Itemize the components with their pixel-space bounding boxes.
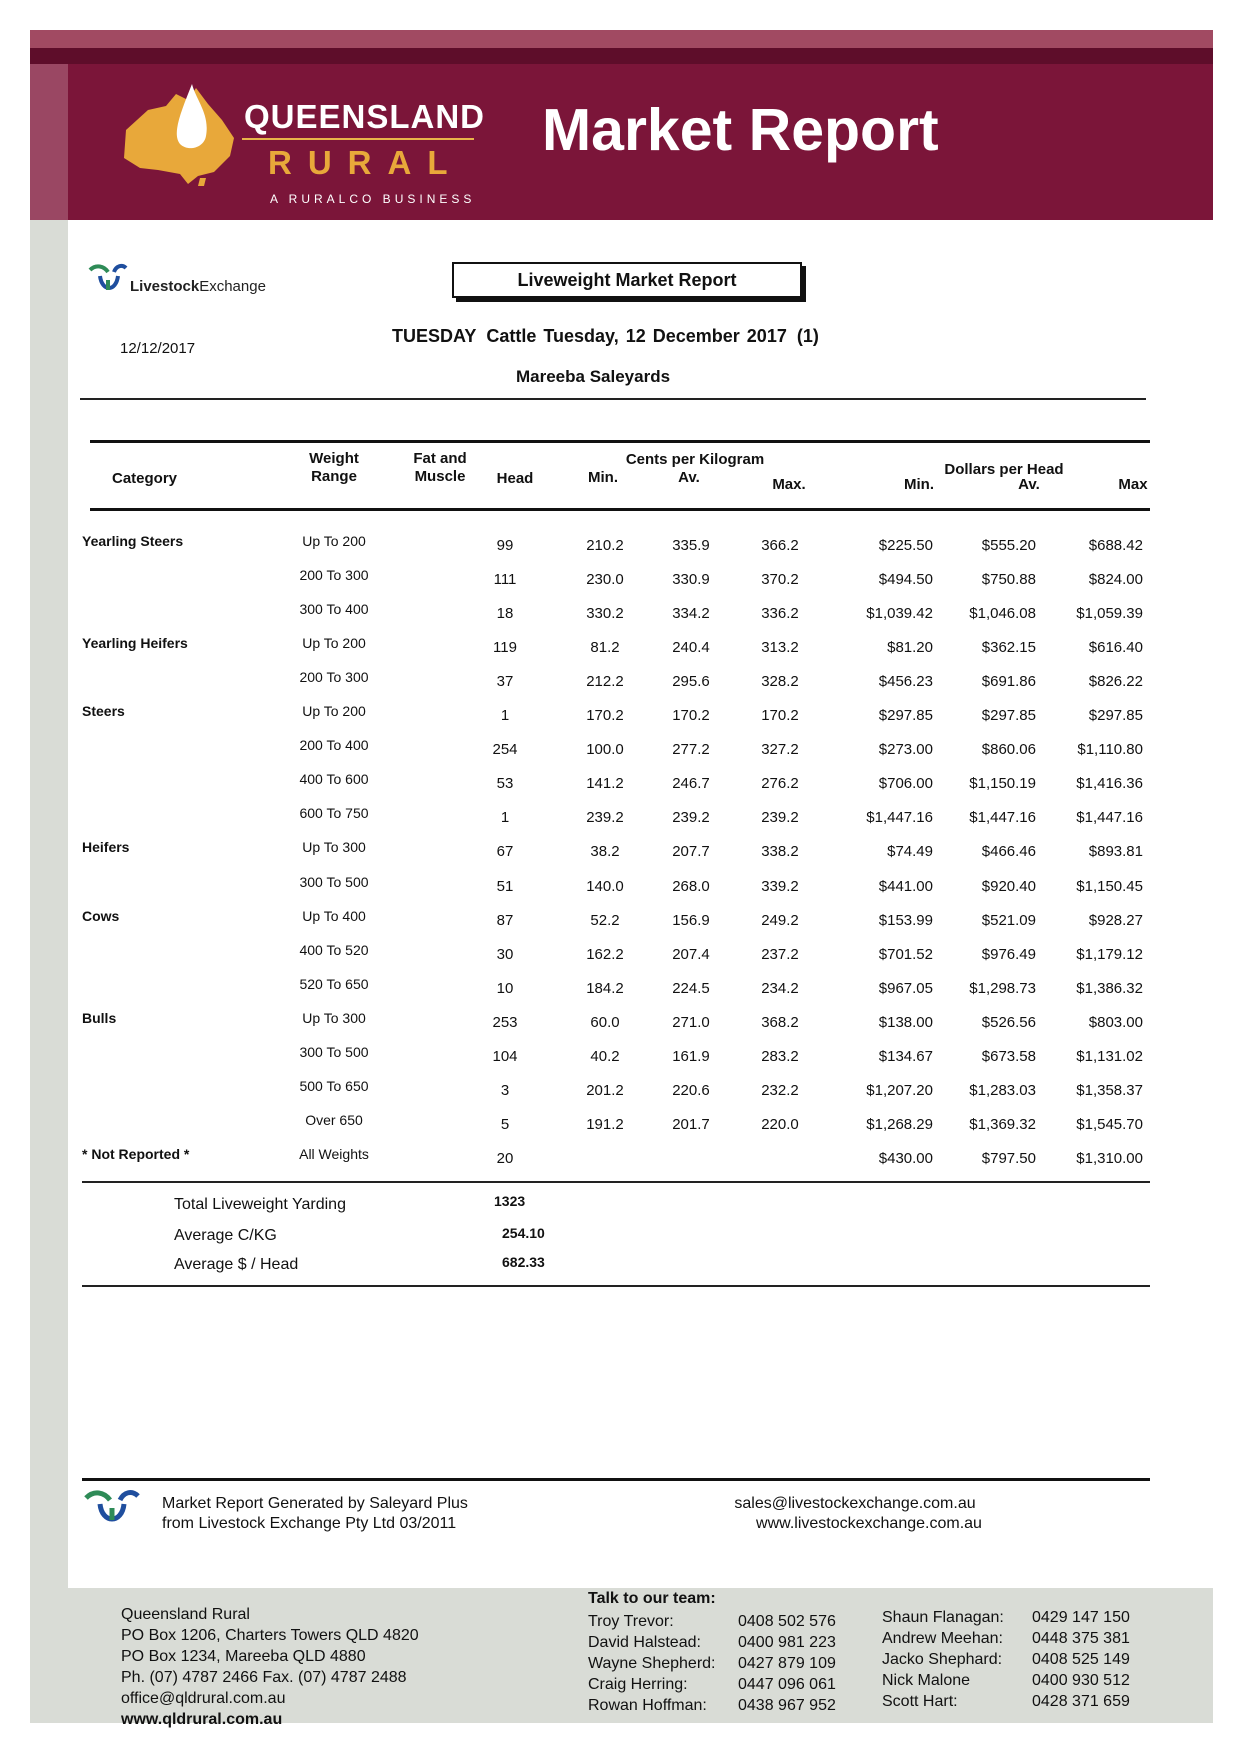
row-dollars-min: $967.05: [878, 979, 933, 997]
team-right-names: [882, 1607, 1004, 1712]
table-row: [0, 1077, 1240, 1114]
row-dollars-av: $750.88: [981, 571, 1036, 589]
row-dollars-min: $74.49: [887, 843, 933, 861]
row-dollars-max: $1,310.00: [1076, 1149, 1143, 1167]
average-head-value: 682.33: [502, 1254, 545, 1270]
row-weight-range: 200 To 300: [299, 669, 369, 686]
row-category: Yearling Steers: [82, 533, 184, 549]
row-cents-min: 191.2: [586, 1115, 624, 1133]
row-dollars-min: $273.00: [878, 741, 933, 759]
table-row: [0, 773, 1240, 807]
row-head: 10: [496, 979, 514, 997]
row-dollars-max: $1,545.70: [1076, 1115, 1143, 1133]
livestock-exchange-contact: [700, 1494, 1010, 1534]
row-dollars-min: $1,207.20: [866, 1081, 933, 1099]
row-dollars-av: $673.58: [981, 1047, 1036, 1065]
row-dollars-max: $1,179.12: [1076, 945, 1143, 963]
row-weight-range: 400 To 520: [299, 941, 369, 958]
row-dollars-max: $803.00: [1088, 1013, 1143, 1031]
team-member-phone: 0448 375 381: [1032, 1630, 1130, 1647]
table-row: [0, 739, 1240, 773]
row-category: * Not Reported *: [82, 1145, 190, 1162]
row-weight-range: 300 To 500: [299, 873, 369, 890]
row-dollars-av: $860.06: [981, 741, 1036, 759]
row-dollars-av: $1,298.73: [969, 979, 1036, 997]
page-title: Market Report: [542, 97, 939, 163]
row-cents-min: 38.2: [590, 843, 620, 861]
row-head: 87: [496, 911, 514, 929]
header-fat-line1: Fat and: [413, 450, 467, 467]
row-cents-av: 268.0: [672, 877, 710, 895]
row-cents-max: 366.2: [761, 537, 799, 554]
row-dollars-av: $297.85: [981, 707, 1036, 725]
row-head: 67: [496, 843, 514, 861]
row-cents-av: 277.2: [672, 741, 710, 759]
row-dollars-min: $494.50: [878, 571, 933, 589]
row-dollars-max: $826.22: [1088, 673, 1143, 691]
team-member-name: Craig Herring:: [588, 1676, 688, 1693]
row-cents-av: 246.7: [672, 775, 710, 793]
row-dollars-max: $1,447.16: [1076, 809, 1143, 827]
header-dollars-group: Dollars per Head: [944, 461, 1064, 478]
team-member-name: Wayne Shepherd:: [588, 1655, 716, 1672]
table-row: [0, 1009, 1240, 1046]
row-cents-min: 52.2: [590, 911, 620, 929]
table-row: [0, 873, 1240, 910]
row-cents-max: 220.0: [761, 1115, 799, 1133]
total-yarding-value: 1323: [494, 1193, 526, 1209]
generated-rule: [82, 1478, 1150, 1481]
table-row: [0, 941, 1240, 978]
table-header-top-rule: [90, 440, 1150, 443]
table-row: [0, 705, 1240, 739]
row-cents-av: 161.9: [672, 1047, 710, 1065]
row-cents-min: 141.2: [586, 775, 624, 793]
team-member-phone: 0447 096 061: [738, 1676, 836, 1693]
row-cents-min: 201.2: [586, 1081, 624, 1099]
header-category: Category: [112, 470, 178, 487]
row-category: Cows: [82, 907, 120, 924]
row-head: 119: [493, 639, 517, 657]
row-dollars-min: $1,039.42: [866, 605, 933, 623]
row-head: 1: [500, 809, 510, 827]
row-dollars-min: $153.99: [878, 911, 933, 929]
row-dollars-max: $1,358.37: [1076, 1081, 1143, 1099]
row-dollars-av: $555.20: [981, 537, 1036, 554]
row-dollars-max: $928.27: [1088, 911, 1143, 929]
team-member-name: Rowan Hoffman:: [588, 1697, 707, 1714]
row-cents-max: 232.2: [761, 1081, 799, 1099]
team-member-phone: 0400 930 512: [1032, 1672, 1130, 1689]
row-cents-av: 170.2: [672, 707, 710, 725]
team-member-name: Jacko Shephard:: [882, 1651, 1003, 1668]
header-weight-line1: Weight: [309, 450, 359, 467]
row-dollars-max: $1,416.36: [1076, 775, 1143, 793]
row-dollars-min: $441.00: [878, 877, 933, 895]
brand-top-text: QUEENSLAND: [244, 98, 486, 135]
table-row: [0, 907, 1240, 944]
row-head: 104: [492, 1047, 518, 1065]
footer-address: [121, 1604, 419, 1730]
average-ckg-label: Average C/KG: [174, 1227, 277, 1244]
header-fat-line2: Muscle: [414, 468, 466, 485]
row-cents-max: 328.2: [761, 673, 799, 691]
row-cents-min: 210.2: [586, 537, 624, 554]
row-head: 53: [496, 775, 514, 793]
header-left-stub: [30, 64, 68, 220]
average-ckg-value: 254.10: [502, 1225, 545, 1241]
row-dollars-min: $297.85: [878, 707, 933, 725]
row-dollars-max: $1,110.80: [1077, 741, 1143, 759]
report-type-box: Liveweight Market Report: [452, 262, 802, 298]
table-row: [0, 569, 1240, 603]
lx-email-link[interactable]: sales@livestockexchange.com.au: [734, 1495, 976, 1512]
team-right-phones: [1032, 1607, 1130, 1712]
row-weight-range: 520 To 650: [299, 975, 369, 992]
row-dollars-av: $362.15: [981, 639, 1036, 657]
row-dollars-max: $688.42: [1088, 537, 1143, 554]
row-weight-range: Up To 400: [302, 907, 366, 924]
table-row: [0, 975, 1240, 1012]
team-member-phone: 0400 981 223: [738, 1634, 836, 1651]
row-weight-range: 300 To 400: [299, 601, 369, 618]
row-dollars-av: $526.56: [981, 1013, 1036, 1031]
row-dollars-min: $1,447.16: [866, 809, 933, 827]
totals-top-rule: [82, 1181, 1150, 1183]
livestock-exchange-logo: [88, 262, 288, 302]
team-left-names: [588, 1611, 715, 1716]
table-row: [0, 671, 1240, 705]
row-cents-min: 212.2: [586, 673, 624, 691]
row-dollars-min: $701.52: [878, 945, 933, 963]
address-line: Queensland Rural: [121, 1606, 250, 1623]
sale-number: (1): [796, 326, 819, 346]
team-title: Talk to our team:: [588, 1590, 716, 1607]
office-email-link[interactable]: office@qldrural.com.au: [121, 1690, 286, 1707]
team-member-phone: 0408 525 149: [1032, 1651, 1130, 1668]
row-head: 253: [492, 1013, 518, 1031]
row-cents-min: 140.0: [586, 877, 624, 895]
average-head-label: Average $ / Head: [174, 1256, 299, 1273]
row-head: 254: [492, 741, 518, 759]
header-top-strip: [30, 30, 1213, 48]
row-dollars-max: $824.00: [1088, 571, 1143, 589]
row-dollars-av: $797.50: [981, 1149, 1036, 1167]
row-cents-max: 234.2: [761, 979, 799, 997]
row-dollars-max: $1,059.39: [1076, 605, 1143, 623]
row-dollars-min: $138.00: [878, 1013, 933, 1031]
sale-name: Cattle Tuesday, 12 December 2017: [486, 326, 787, 346]
header-dark-strip: [30, 48, 1213, 64]
brand-sub-text: A RURALCO BUSINESS: [270, 192, 476, 206]
row-dollars-min: $430.00: [878, 1149, 933, 1167]
table-row: [0, 807, 1240, 841]
row-weight-range: 200 To 300: [299, 567, 369, 584]
team-member-phone: 0408 502 576: [738, 1613, 836, 1630]
sale-day: TUESDAY: [392, 326, 477, 346]
divider-line: [80, 398, 1146, 400]
row-dollars-max: $1,386.32: [1076, 979, 1143, 997]
row-head: 99: [496, 537, 514, 554]
team-member-phone: 0428 371 659: [1032, 1693, 1130, 1710]
sale-description: [392, 326, 819, 347]
row-cents-av: 224.5: [672, 979, 710, 997]
row-head: 37: [496, 673, 514, 691]
row-dollars-min: $134.67: [878, 1047, 933, 1065]
header-weight-range: [292, 450, 376, 486]
row-weight-range: Over 650: [305, 1111, 363, 1128]
row-cents-av: 201.7: [672, 1115, 710, 1133]
row-weight-range: 200 To 400: [299, 737, 369, 754]
row-cents-max: 339.2: [761, 877, 799, 895]
row-dollars-av: $521.09: [981, 911, 1036, 929]
website-link[interactable]: www.qldrural.com.au: [121, 1711, 283, 1728]
header-weight-line2: Range: [311, 468, 357, 485]
header-cents-min: Min.: [588, 469, 618, 486]
row-weight-range: Up To 300: [302, 839, 366, 856]
row-cents-max: 336.2: [761, 605, 799, 623]
row-cents-av: 295.6: [672, 673, 710, 691]
livestock-exchange-text: [130, 278, 266, 295]
table-row: [0, 1043, 1240, 1080]
row-dollars-av: $1,447.16: [969, 809, 1036, 827]
row-category: Yearling Heifers: [82, 635, 188, 652]
row-cents-min: 40.2: [590, 1047, 620, 1065]
header-cents-av: Av.: [678, 469, 700, 486]
generated-line1: Market Report Generated by Saleyard Plus: [162, 1495, 468, 1512]
row-cents-max: 368.2: [761, 1013, 799, 1031]
row-cents-max: 249.2: [761, 911, 799, 929]
brand-bottom-text: RURAL: [268, 144, 464, 181]
team-member-phone: 0427 879 109: [738, 1655, 836, 1672]
row-weight-range: Up To 200: [302, 533, 366, 549]
row-dollars-min: $225.50: [878, 537, 933, 554]
table-row: [0, 1111, 1240, 1148]
header-fat-muscle: [400, 450, 480, 486]
row-cents-av: 240.4: [672, 639, 710, 657]
table-row: [0, 841, 1240, 875]
row-dollars-min: $1,268.29: [866, 1115, 933, 1133]
row-dollars-max: $1,131.02: [1076, 1047, 1143, 1065]
header-cents-max: Max.: [772, 476, 806, 493]
row-dollars-max: $616.40: [1088, 639, 1143, 657]
row-weight-range: 500 To 650: [299, 1077, 369, 1094]
row-cents-max: 313.2: [761, 639, 799, 657]
row-head: 5: [500, 1115, 510, 1133]
row-cents-max: 237.2: [761, 945, 799, 963]
lx-web-link[interactable]: www.livestockexchange.com.au: [756, 1515, 982, 1532]
row-weight-range: Up To 200: [302, 635, 366, 652]
row-head: 1: [500, 707, 510, 725]
row-head: 20: [496, 1149, 514, 1167]
team-member-name: David Halstead:: [588, 1634, 701, 1651]
generated-line2: from Livestock Exchange Pty Ltd 03/2011: [162, 1515, 457, 1532]
address-line: PO Box 1234, Mareeba QLD 4880: [121, 1648, 366, 1665]
row-dollars-min: $456.23: [878, 673, 933, 691]
lx-bold: Livestock: [130, 278, 200, 295]
header-head: Head: [496, 470, 534, 487]
team-member-name: Scott Hart:: [882, 1693, 958, 1710]
row-cents-min: 330.2: [586, 605, 624, 623]
row-cents-max: 338.2: [761, 843, 799, 861]
row-cents-min: 230.0: [586, 571, 624, 589]
table-header-bottom-rule: [90, 508, 1150, 511]
row-cents-av: 156.9: [672, 911, 710, 929]
row-category: Steers: [82, 703, 125, 720]
row-cents-av: 334.2: [672, 605, 710, 623]
row-cents-max: 370.2: [761, 571, 799, 589]
header-cents-group: Cents per Kilogram: [625, 451, 765, 468]
table-row: [0, 535, 1240, 569]
row-head: 3: [500, 1081, 510, 1099]
row-dollars-min: $81.20: [887, 639, 933, 657]
row-cents-av: 271.0: [672, 1013, 710, 1031]
row-head: 18: [496, 605, 514, 623]
row-head: 51: [496, 877, 514, 895]
row-cents-av: 239.2: [672, 809, 710, 827]
row-cents-min: 239.2: [586, 809, 624, 827]
total-yarding-label: Total Liveweight Yarding: [174, 1196, 346, 1213]
row-dollars-av: $691.86: [981, 673, 1036, 691]
row-dollars-av: $466.46: [981, 843, 1036, 861]
row-cents-av: 207.7: [672, 843, 710, 861]
bull-horns-icon: [88, 262, 130, 298]
row-cents-min: 81.2: [590, 639, 620, 657]
row-cents-av: 330.9: [672, 571, 710, 589]
row-dollars-av: $976.49: [981, 945, 1036, 963]
header-dollars-min: Min.: [904, 476, 934, 493]
row-cents-min: 100.0: [586, 741, 624, 759]
row-dollars-max: $893.81: [1088, 843, 1143, 861]
address-line: Ph. (07) 4787 2466 Fax. (07) 4787 2488: [121, 1669, 407, 1686]
row-cents-min: 60.0: [590, 1013, 620, 1031]
report-date: 12/12/2017: [120, 340, 196, 357]
row-dollars-av: $1,150.19: [969, 775, 1036, 793]
row-cents-av: 207.4: [672, 945, 710, 963]
table-row: [0, 637, 1240, 671]
table-row: [0, 603, 1240, 637]
row-category: Bulls: [82, 1009, 117, 1026]
row-dollars-min: $706.00: [878, 775, 933, 793]
row-cents-max: 170.2: [761, 707, 799, 725]
header-dollars-av: Av.: [1018, 476, 1040, 493]
row-dollars-av: $920.40: [981, 877, 1036, 895]
team-member-phone: 0438 967 952: [738, 1697, 836, 1714]
team-member-name: Andrew Meehan:: [882, 1630, 1003, 1647]
row-weight-range: 400 To 600: [299, 771, 369, 788]
row-weight-range: All Weights: [299, 1145, 369, 1162]
row-cents-min: 184.2: [586, 979, 624, 997]
saleyard-name: Mareeba Saleyards: [516, 367, 671, 386]
row-cents-max: 327.2: [761, 741, 799, 759]
australia-map-icon: [118, 80, 248, 190]
team-left-phones: [738, 1611, 836, 1716]
row-cents-av: 335.9: [672, 537, 710, 554]
table-row: [0, 1145, 1240, 1182]
team-member-name: Troy Trevor:: [588, 1613, 674, 1630]
row-weight-range: Up To 300: [302, 1009, 366, 1026]
row-dollars-av: $1,046.08: [969, 605, 1036, 623]
row-head: 30: [496, 945, 514, 963]
row-category: Heifers: [82, 839, 130, 856]
row-dollars-av: $1,369.32: [969, 1115, 1036, 1133]
lx-light: Exchange: [199, 278, 266, 295]
row-cents-av: 220.6: [672, 1081, 710, 1099]
row-dollars-av: $1,283.03: [969, 1081, 1036, 1099]
row-cents-max: 283.2: [761, 1047, 799, 1065]
generated-by-text: [162, 1494, 468, 1534]
row-cents-min: 170.2: [586, 707, 624, 725]
row-weight-range: 600 To 750: [299, 805, 369, 822]
queensland-rural-logo: [118, 80, 498, 210]
row-cents-min: 162.2: [586, 945, 624, 963]
row-weight-range: Up To 200: [302, 703, 366, 720]
address-line: PO Box 1206, Charters Towers QLD 4820: [121, 1627, 419, 1644]
team-member-name: Nick Malone: [882, 1672, 971, 1689]
team-member-name: Shaun Flanagan:: [882, 1609, 1004, 1626]
row-dollars-max: $1,150.45: [1076, 877, 1143, 895]
header-dollars-max: Max: [1118, 476, 1148, 493]
row-weight-range: 300 To 500: [299, 1043, 369, 1060]
livestock-exchange-small-icon: [84, 1488, 140, 1528]
brand-divider: [242, 138, 474, 140]
row-cents-max: 276.2: [761, 775, 799, 793]
row-dollars-max: $297.85: [1088, 707, 1143, 725]
row-head: 111: [493, 571, 517, 589]
totals-bottom-rule: [82, 1285, 1150, 1287]
team-member-phone: 0429 147 150: [1032, 1609, 1130, 1626]
row-cents-max: 239.2: [761, 809, 799, 827]
